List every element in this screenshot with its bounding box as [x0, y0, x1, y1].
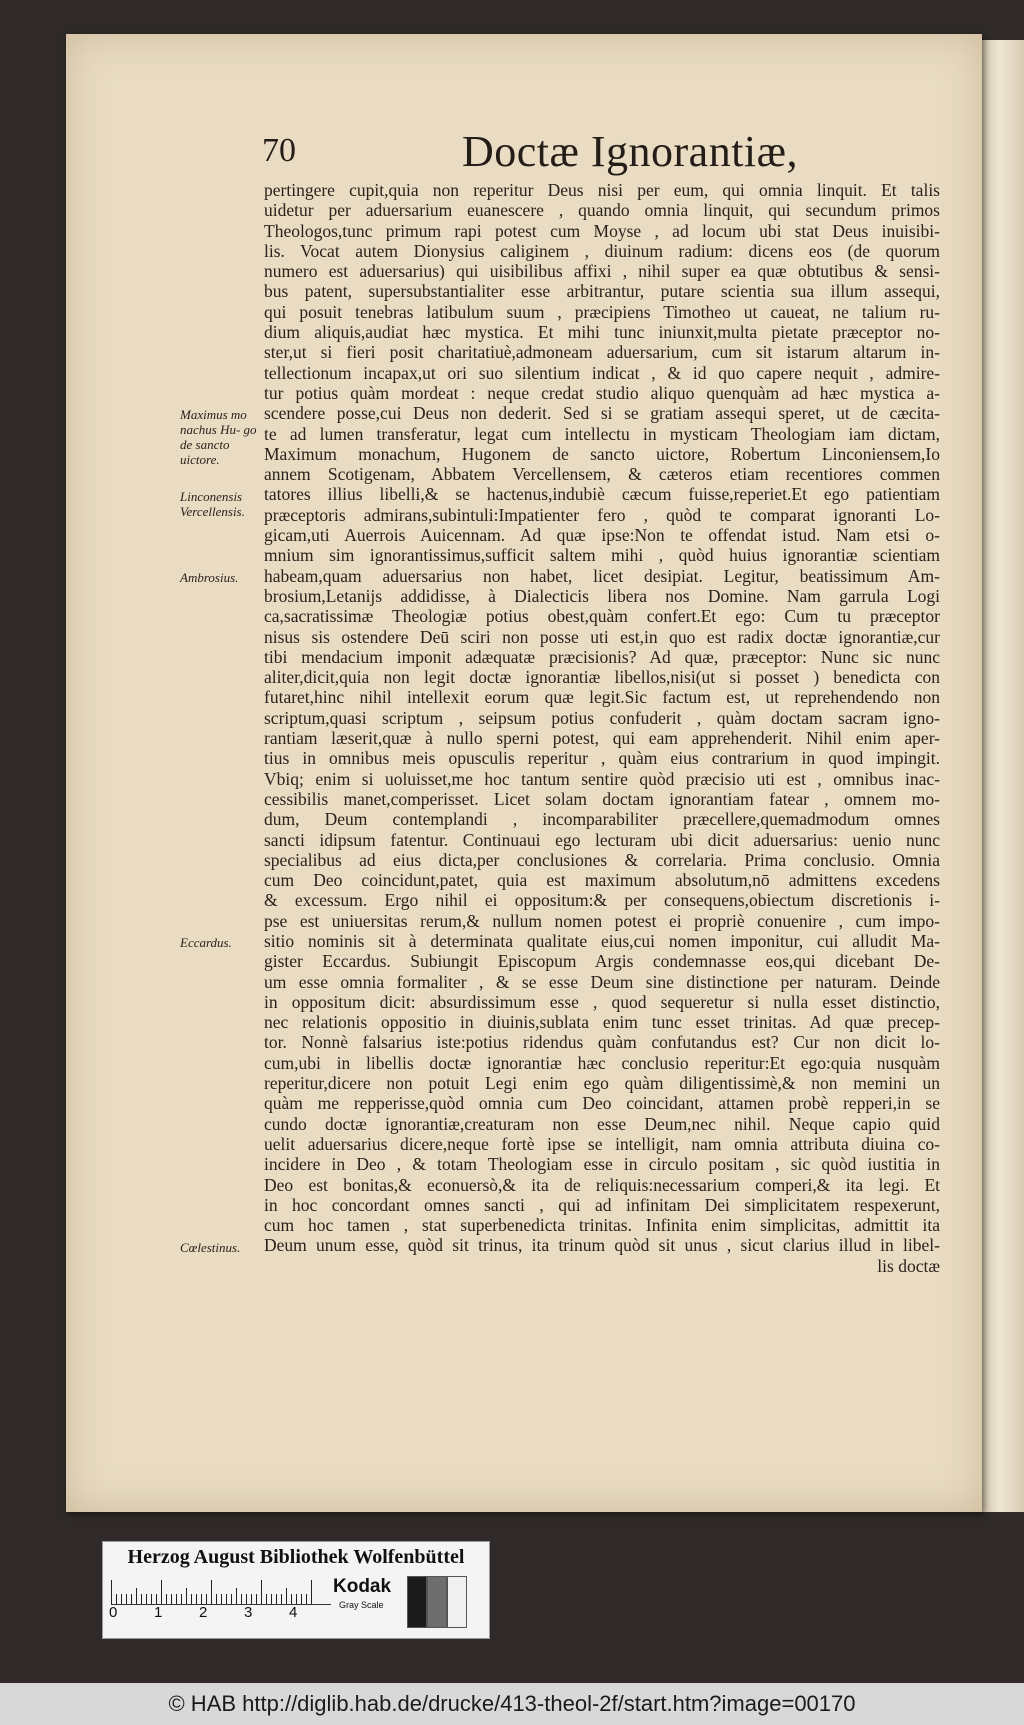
- margin-note: Cœlestinus.: [180, 1239, 241, 1255]
- text-line: tellectionum incapax,ut ori suo silentium indicat , & id quo capere nequit , admire-: [264, 362, 940, 383]
- gray-swatch-white: [447, 1576, 467, 1628]
- text-line: sitio nominis sit à determinata qualitate eius,cui nomen imponitur, cui alludit Ma-: [264, 930, 940, 951]
- ruler-number: 3: [244, 1604, 253, 1621]
- ruler-number: 2: [199, 1604, 208, 1621]
- ruler-tick: [201, 1594, 202, 1604]
- text-line: specialibus ad eius dicta,per conclusiones & correlaria. Prima conclusio. Omnia: [264, 849, 940, 870]
- text-line: um esse omnia formaliter , & se esse Deum sine distinctione per naturam. Deinde: [264, 971, 940, 992]
- text-line: pertingere cupit,quia non reperitur Deus nisi per eum, qui omnia linquit. Et talis: [264, 180, 940, 200]
- gray-swatch-black: [407, 1576, 427, 1628]
- text-line: lis doctæ: [877, 1255, 940, 1276]
- text-line: tur potius quàm mordeat : neque credat studio aliquo quenquàm ad hæc mystica a-: [264, 382, 940, 403]
- running-title: Doctæ Ignorantiæ,: [462, 127, 799, 176]
- facing-page-edge: [982, 40, 1024, 1512]
- ruler-tick: [156, 1594, 157, 1604]
- text-line: quàm me repperisse,quòd omnia cum Deo coincidant, attamen probè repperi,in se: [264, 1093, 940, 1114]
- text-line: præceptoris admirans,subintuli:Impatienter fero , quòd te comparat ignoranti Lo-: [264, 504, 940, 525]
- text-line: cundo doctæ ignorantiæ,creaturam non esse Deum,nec nihil. Neque capio quid: [264, 1113, 940, 1134]
- text-line: habeam,quam aduersarius non habet, licet desipiat. Legitur, beatissimum Am-: [264, 565, 940, 586]
- ruler-tick: [136, 1588, 137, 1604]
- ruler-tick: [306, 1594, 307, 1604]
- ruler-tick: [311, 1580, 312, 1604]
- ruler-tick: [216, 1594, 217, 1604]
- ruler-tick: [286, 1588, 287, 1604]
- margin-note: Maximus mo nachus Hu- go de sancto uictore.: [180, 407, 257, 468]
- ruler-tick: [281, 1594, 282, 1604]
- ruler-tick: [256, 1594, 257, 1604]
- ruler-tick: [116, 1594, 117, 1604]
- text-line: uelit aduersarius dicere,neque fortè ipse se intelligit, nam omnia attributa diuina co-: [264, 1133, 940, 1154]
- margin-note: Eccardus.: [180, 935, 232, 951]
- text-line: pse est uniuersitas rerum,& nullum nomen potest ei propriè conuenire , cum impo-: [264, 910, 940, 931]
- ruler-tick: [191, 1594, 192, 1604]
- ruler-tick: [261, 1580, 262, 1604]
- text-line: cum Deo coincidunt,patet, quia est maximum absolutum,nō admittens excedens: [264, 870, 940, 891]
- measurement-ruler: [111, 1576, 331, 1605]
- ruler-tick: [226, 1594, 227, 1604]
- ruler-tick: [246, 1594, 247, 1604]
- kodak-logo: Kodak: [333, 1576, 392, 1597]
- text-line: mnium sim ignorantissimus,sufficit saltem mihi , quòd huius ignorantiæ scientiam: [264, 545, 940, 566]
- text-line: dum, Deum contemplandi , incomparabiliter præcellere,quemadmodum omnes: [264, 809, 940, 830]
- color-target-card: [102, 1541, 490, 1639]
- text-line: bus patent, supersubstantialiter esse arbitrantur, putare scientia sua illum assequi,: [264, 281, 940, 302]
- gray-swatches: [407, 1576, 467, 1626]
- text-line: scriptum,quasi scriptum , seipsum potius confuderit , quàm doctam sacram igno-: [264, 707, 940, 728]
- text-line: nisus sis ostendere Deū sciri non posse uti est,in quo est radix doctæ ignorantiæ,cur: [264, 626, 940, 647]
- ruler-number: 1: [154, 1604, 163, 1621]
- margin-note: Ambrosius.: [180, 569, 239, 585]
- text-line: cessibilis manet,comperisset. Licet solam doctam ignorantiam fatear , omnem mo-: [264, 788, 940, 809]
- text-line: lis. Vocat autem Dionysius caliginem , diuinum radium: dicens eos (de quorum: [264, 240, 940, 261]
- ruler-tick: [111, 1580, 112, 1604]
- text-line: incidere in Deo , & totam Theologiam esse in circulo positam , sic quòd iustitia in: [264, 1154, 940, 1175]
- text-line: annem Scotigenam, Abbatem Vercellensem, & cæteros etiam recentiores commen: [264, 464, 940, 485]
- ruler-number: 0: [109, 1604, 118, 1621]
- ruler-tick: [126, 1594, 127, 1604]
- text-line: nec relationis oppositio in diuinis,sublata enim tunc esset trinitas. Ad quæ precep-: [264, 1012, 940, 1033]
- text-line: dium aliquis,audiat hæc mystica. Et mihi tunc iniunxit,multa pietate præceptor no-: [264, 322, 940, 343]
- page-header: [262, 126, 922, 180]
- text-line: brosium,Letanijs addidisse, à Dialecticis libera nos Domine. Nam garrula Logi: [264, 585, 940, 606]
- text-line: ca,sacratissimæ Theologiæ potius obest,quàm confert.Et ego: Cum tu præceptor: [264, 606, 940, 627]
- gray-swatch-mid: [427, 1576, 447, 1628]
- text-line: rantiam læserit,quæ à nullo sperni potest, qui eam apprehenderit. Nihil enim aper-: [264, 728, 940, 749]
- ruler-tick: [141, 1594, 142, 1604]
- ruler-tick: [196, 1594, 197, 1604]
- body-text: [264, 180, 940, 1276]
- ruler-tick: [251, 1594, 252, 1604]
- text-line: qui posuit tenebras latibulum suum , præcipiens Timotheo ut caueat, ne talium ru-: [264, 301, 940, 322]
- text-line: te ad lumen transferatur, legat cum intellectu in mysticam Theologiam iam dictam,: [264, 423, 940, 444]
- ruler-tick: [221, 1594, 222, 1604]
- text-line: Maximum monachum, Hugonem de sancto uictore, Robertum Linconiensem,Io: [264, 443, 940, 464]
- text-line: numero est aduersarius) qui uisibilibus affixi , nihil super ea quæ obtutibus & sensi-: [264, 261, 940, 282]
- folio-number: 70: [262, 132, 296, 169]
- text-line: aliter,dicit,quia non legit doctæ ignorantiæ libellos,nisi(ut si posset ) benedicta con: [264, 667, 940, 688]
- footer-bar: [0, 1683, 1024, 1725]
- ruler-tick: [231, 1594, 232, 1604]
- ruler-tick: [146, 1594, 147, 1604]
- ruler-tick: [151, 1594, 152, 1604]
- gray-scale-label: Gray Scale: [339, 1600, 384, 1610]
- text-line: cum,ubi in libellis doctæ ignorantiæ hæc conclusio reperitur:Et ego:quia nusquàm: [264, 1052, 940, 1073]
- text-line: gister Eccardus. Subiungit Episcopum Argis condemnasse eos,qui dicebant De-: [264, 951, 940, 972]
- ruler-tick: [186, 1588, 187, 1604]
- ruler-tick: [161, 1580, 162, 1604]
- text-line: Theologos,tunc primum rapi potest cum Moyse , ad locum ubi stat Deus inuisibi-: [264, 220, 940, 241]
- text-line: tor. Nonnè falsarius iste:potius ridendus quàm confutandus est? Cur non dicit lo-: [264, 1032, 940, 1053]
- ruler-tick: [211, 1580, 212, 1604]
- text-line: sancti idipsum fatentur. Continuaui ego lecturam ubi dicit aduersarius: uenio nunc: [264, 829, 940, 850]
- ruler-tick: [176, 1594, 177, 1604]
- ruler-tick: [206, 1594, 207, 1604]
- text-line: ster,ut si fieri posit charitatiuè,admoneam aduersarium, cum sit istarum altarum in-: [264, 342, 940, 363]
- ruler-tick: [301, 1594, 302, 1604]
- text-line: uidetur per aduersarium euanescere , quando omnia linquit, qui secundum primos: [264, 200, 940, 221]
- ruler-tick: [241, 1594, 242, 1604]
- text-line: futaret,hinc nihil intellexit eorum quæ legit.Sic factum est, ut reprehendendo non: [264, 687, 940, 708]
- ruler-tick: [266, 1594, 267, 1604]
- text-line: gicam,uti Auerrois Auicennam. Ad quæ ipse:Non te offendat istud. Nam etsi o-: [264, 525, 940, 546]
- library-name: Herzog August Bibliothek Wolfenbüttel: [127, 1546, 465, 1568]
- kodak-gray-scale: [331, 1576, 481, 1628]
- text-line: tius in omnibus meis opusculis reperitur , quàm eius contrarium in quod impingit.: [264, 748, 940, 769]
- ruler-tick: [271, 1594, 272, 1604]
- text-line: Deo est bonitas,& econuersò,& ita de reliquis:necessarium comperi,& ita legi. Et: [264, 1174, 940, 1195]
- ruler-tick: [131, 1594, 132, 1604]
- text-line: reperitur,dicere non potuit Legi enim ego quàm diligentissimè,& non memini un: [264, 1073, 940, 1094]
- ruler-tick: [171, 1594, 172, 1604]
- ruler-tick: [166, 1594, 167, 1604]
- text-line: Deum unum esse, quòd sit trinus, ita trinum quòd sit unus , sicut clarius illud in libel-: [264, 1235, 940, 1256]
- text-line: tatores illius libelli,& se hactenus,indubiè cæcum fuisse,reperiet.Et ego patientiam: [264, 484, 940, 505]
- ruler-tick: [121, 1594, 122, 1604]
- ruler-tick: [296, 1594, 297, 1604]
- ruler-tick: [181, 1594, 182, 1604]
- margin-note: Linconensis Vercellensis.: [180, 488, 245, 519]
- text-line: in oppositum dicit: absurdissimum esse , quod sequeretur si nulla esset distinctio,: [264, 991, 940, 1012]
- text-line: Vbiq; enim si uoluisset,me hoc tantum sentire quòd præcisio uti est , omnibus inac-: [264, 768, 940, 789]
- text-line: tibi mendacium imponit adæquatæ præcisionis? Ad quæ, præceptor: Nunc sic nunc: [264, 646, 940, 667]
- text-line: & excessum. Ergo nihil ei oppositum:& per consequens,obiectum discretionis i-: [264, 890, 940, 911]
- ruler-tick: [276, 1594, 277, 1604]
- ruler-number: 4: [289, 1604, 298, 1621]
- text-line: in hoc concordant omnes sancti , qui ad infinitam Dei simplicitatem respexerunt,: [264, 1194, 940, 1215]
- ruler-tick: [291, 1594, 292, 1604]
- ruler-tick: [236, 1588, 237, 1604]
- footer-copyright: © HAB http://diglib.hab.de/drucke/413-theol-2f/start.htm?image=00170: [168, 1691, 856, 1716]
- text-line: scendere posse,cui Deus non dederit. Sed si se gratiam assequi speret, ut de cæcita-: [264, 403, 940, 424]
- text-line: cum hoc tamen , stat superbenedicta trinitas. Infinita enim simplicitas, admittit ita: [264, 1215, 940, 1236]
